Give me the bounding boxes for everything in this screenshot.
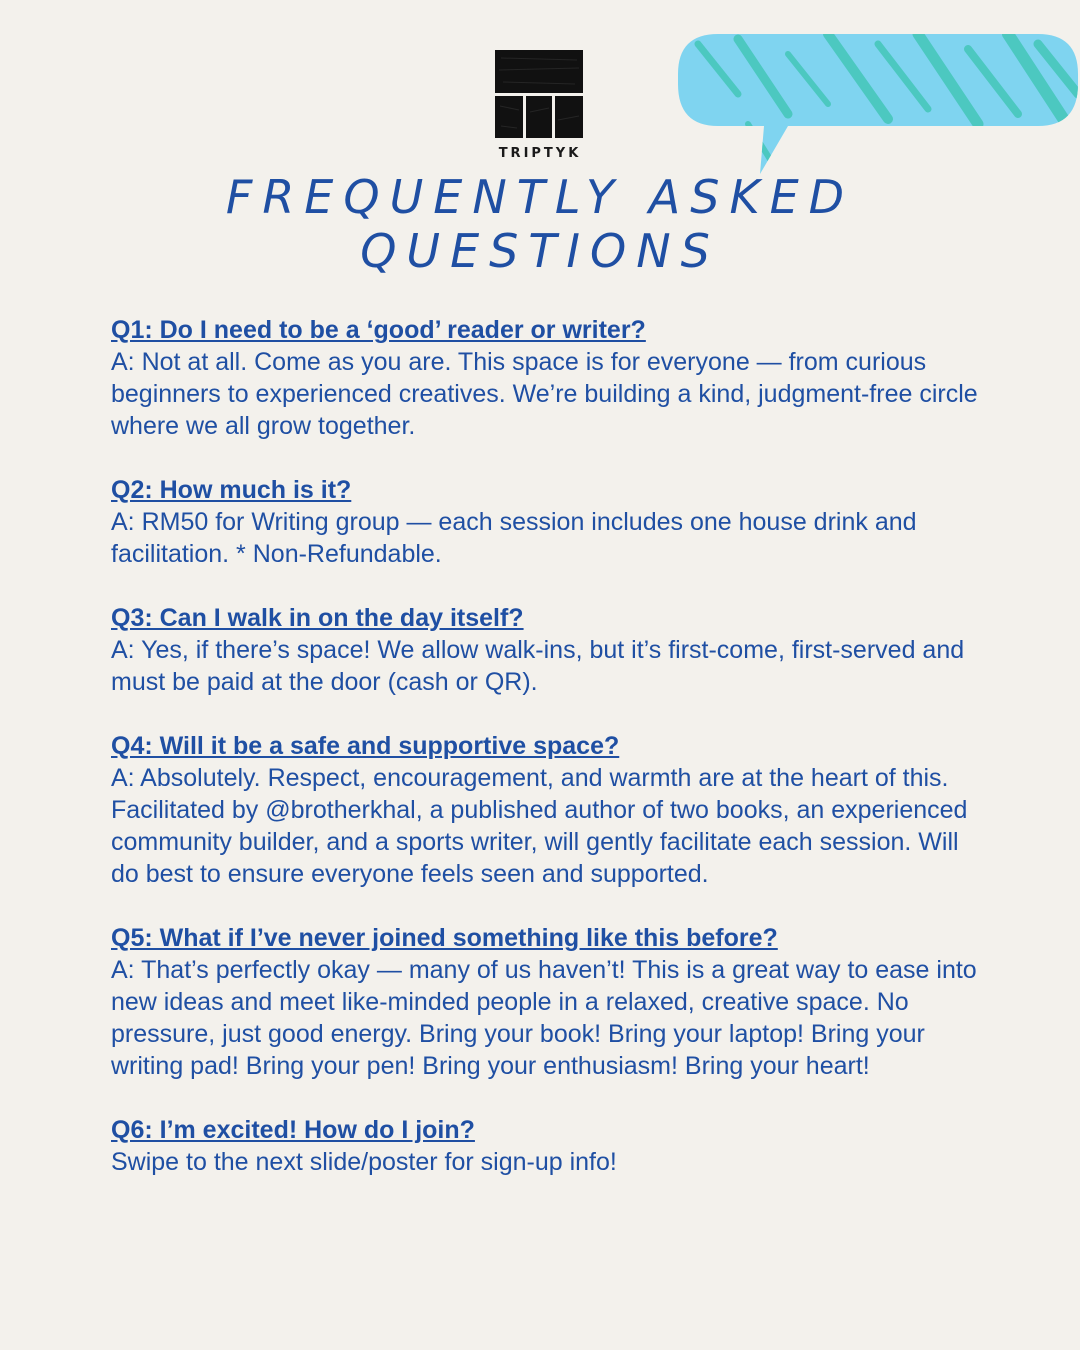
faq-item <box>111 730 981 890</box>
faq-question[interactable]: Q5: What if I’ve never joined something like this before? <box>111 924 778 952</box>
faq-question[interactable]: Q6: I’m excited! How do I join? <box>111 1116 475 1144</box>
faq-answer: A: That’s perfectly okay — many of us haven’t! This is a great way to ease into new ideas and meet like-minded people in a relaxed, creative space. No pressure, just good energy. Bring your book! Bring your laptop! Bring your writing pad! Bring your pen! Bring your enthusiasm! Bring your heart! <box>111 956 977 1080</box>
faq-item <box>111 314 981 442</box>
triptyk-logo-mark <box>495 50 583 138</box>
brand-name: TRIPTYK <box>498 146 582 161</box>
page-title <box>0 170 1080 278</box>
title-line-2: QUESTIONS <box>360 224 720 278</box>
faq-question[interactable]: Q1: Do I need to be a ‘good’ reader or writer? <box>111 316 646 344</box>
title-line-1: FREQUENTLY ASKED <box>225 170 855 224</box>
faq-answer: A: Not at all. Come as you are. This space is for everyone — from curious beginners to experienced creatives. We’re building a kind, judgment-free circle where we all grow together. <box>111 348 978 440</box>
faq-question[interactable]: Q4: Will it be a safe and supportive space? <box>111 732 620 760</box>
faq-question[interactable]: Q3: Can I walk in on the day itself? <box>111 604 524 632</box>
faq-answer: A: RM50 for Writing group — each session includes one house drink and facilitation. * Non-Refundable. <box>111 508 917 568</box>
triptyk-logo <box>495 50 585 161</box>
speech-bubble-decoration <box>678 34 1078 179</box>
faq-list <box>111 314 981 1210</box>
faq-item <box>111 1114 981 1178</box>
faq-item <box>111 922 981 1082</box>
faq-answer: Swipe to the next slide/poster for sign-up info! <box>111 1148 617 1176</box>
faq-answer: A: Absolutely. Respect, encouragement, and warmth are at the heart of this. Facilitated by @brotherkhal, a published author of two books, an experienced community builder, and a sports writer, will gently facilitate each session. Will do best to ensure everyone feels seen and supported. <box>111 764 968 888</box>
faq-item <box>111 602 981 698</box>
faq-item <box>111 474 981 570</box>
faq-answer: A: Yes, if there’s space! We allow walk-ins, but it’s first-come, first-served and must be paid at the door (cash or QR). <box>111 636 965 696</box>
faq-question[interactable]: Q2: How much is it? <box>111 476 352 504</box>
